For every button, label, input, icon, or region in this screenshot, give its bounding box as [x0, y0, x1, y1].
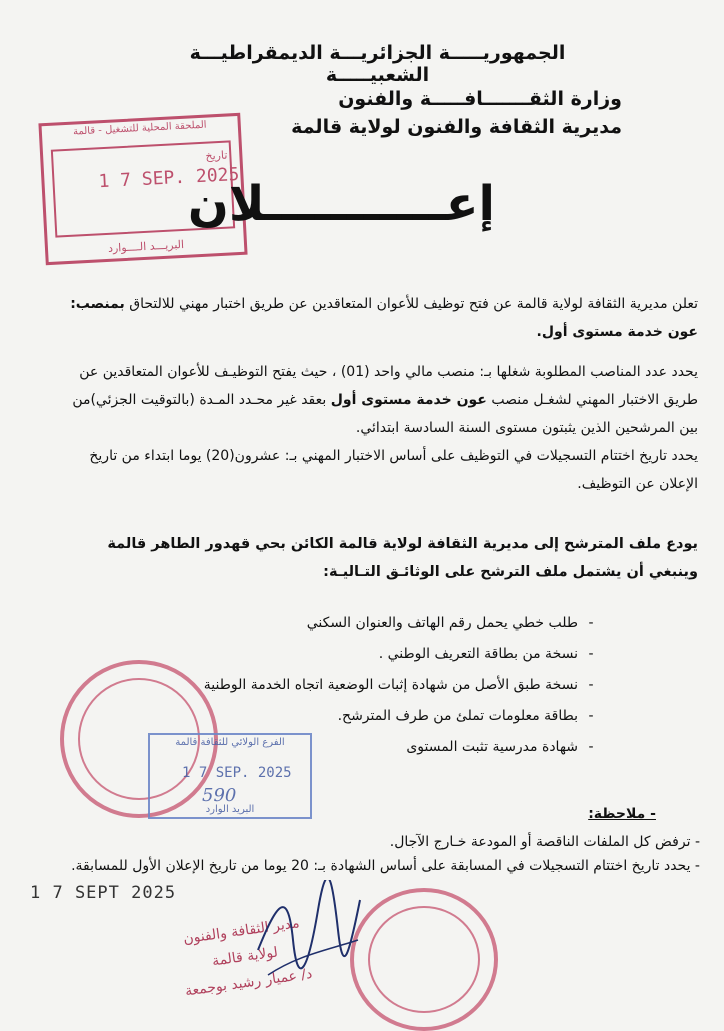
paragraph-text: يحدد عدد المناصب المطلوبة شغلها بـ: منصب مالي واحد (01) ، حيث يفتح التوظيـف للأعوان المتعاقدين عن طريق الاختبار المهني لشغـل منصب [79, 364, 698, 408]
list-item: - نسخة من بطاقة التعريف الوطني . [44, 639, 604, 670]
deposit-address: يودع ملف المترشح إلى مديرية الثقافة لولاية قالمة الكائن بحي قهدور الطاهر قالمة [107, 536, 698, 552]
paragraph-text: تعلن مديرية الثقافة لولاية قالمة عن فتح توظيف للأعوان المتعاقدين عن طريق اختبار مهني للالتحاق [124, 296, 698, 312]
list-item: - بطاقة معلومات تملئ من طرف المترشح. [44, 701, 604, 732]
position-name: بمنصب: عون خدمة مستوى أول. [70, 296, 698, 340]
stamp-number: 590 [202, 785, 237, 806]
stamp-mail-label: البريد الوارد [205, 804, 255, 815]
stamp-org-label: الفرع الولائي للثقافة قالمة [175, 737, 285, 748]
handwritten-signature [248, 880, 368, 990]
stamp-date-label: تاريخ [205, 148, 228, 163]
notes-heading: - ملاحظة: [588, 806, 656, 822]
signature-title: مدير الثقافة والفنون لولاية قالمة [182, 915, 301, 970]
stamp-date: 1 7 SEP. 2025 [182, 765, 292, 781]
note-item: - يحدد تاريخ اختتام التسجيلات في المسابقة على أساس الشهادة بـ: 20 يوما من تاريخ الإعلان الأول للمسابقة. [71, 858, 700, 874]
announcement-paragraph-1 [60, 290, 698, 346]
stamp-org-label: الملحقة المحلية للتشغيل - قالمة [72, 119, 207, 138]
reception-stamp-blue [148, 733, 312, 819]
announcement-paragraph-3: يحدد تاريخ اختتام التسجيلات في التوظيف على أساس الاختبار المهني بـ: عشرون(20) يوما ابتداء من تاريخ الإعلان عن التوظيف. [89, 448, 698, 492]
republic-header: الجمهوريـــــة الجزائريـــة الديمقراطيـــة الشعبيـــــة [189, 42, 566, 86]
list-item: - طلب خطي يحمل رقم الهاتف والعنوان السكني [44, 608, 604, 639]
list-item: - نسخة طبق الأصل من شهادة إثبات الوضعية اتجاه الخدمة الوطنية [44, 670, 604, 701]
announcement-paragraph-2 [60, 358, 698, 442]
stamp-mail-label: البريـــد الــــوارد [107, 237, 185, 255]
deposit-section [60, 530, 698, 586]
stamp-date: 1 7 SEP. 2025 [98, 163, 240, 193]
paragraph-text: بعقد غير محـدد المـدة (بالتوقيت الجزئي)من بين المرشحين الذين يثبتون مستوى السنة السادسة ابتدائي. [72, 392, 698, 436]
position-name: عون خدمة مستوى أول [330, 392, 487, 408]
notes-list [60, 830, 700, 878]
list-item: - شهادة مدرسية تثبت المستوى [44, 732, 604, 763]
directorate-header: مديرية الثقافة والفنون لولاية قالمة [291, 116, 622, 138]
printed-date-stamp: 1 7 SEPT 2025 [30, 883, 177, 903]
documents-intro: وينبغي أن يشتمل ملف الترشح على الوثائـق التـاليـة: [323, 564, 698, 580]
official-round-seal [350, 888, 498, 1031]
note-item: - ترفض كل الملفات الناقصة أو المودعة خـارج الآجال. [389, 834, 700, 850]
signature-name: د/ عميار رشيد بوجمعة [184, 965, 314, 1000]
page-title: إعـــــــــــلان [187, 176, 495, 232]
ministry-header: وزارة الثقـــــــافـــــة والفنون [338, 88, 622, 110]
